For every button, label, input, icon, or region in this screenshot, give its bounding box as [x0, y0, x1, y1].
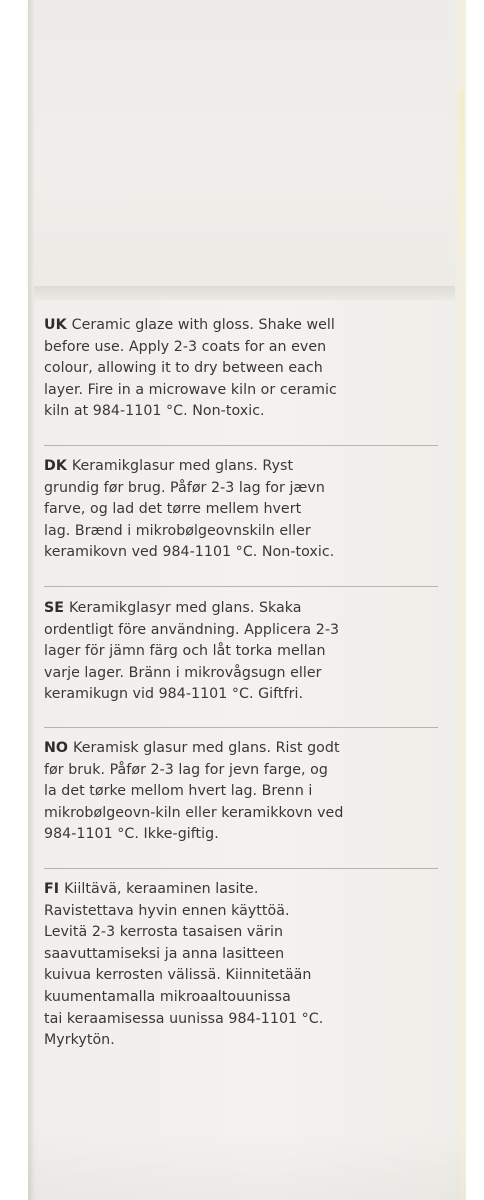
language-code-fi: FI: [44, 881, 60, 897]
section-no: [44, 738, 438, 846]
language-code-se: SE: [44, 600, 65, 616]
box-flap-fold: [28, 286, 466, 300]
box-top-flap: [28, 0, 466, 287]
instructions-panel: [44, 315, 438, 1075]
divider: [44, 868, 438, 869]
section-uk-text: Ceramic glaze with gloss. Shake well before use. Apply 2-3 coats for an even colour, allowing it to dry between each layer. Fire in a microwave kiln or ceramic kiln at 984-1101 °C. Non-toxic.: [44, 317, 337, 420]
section-dk-paragraph: [44, 456, 438, 564]
divider: [44, 727, 438, 728]
section-uk: [44, 315, 438, 423]
section-se-text: Keramikglasyr med glans. Skaka ordentligt före användning. Applicera 2-3 lager för jämn färg och låt torka mellan varje lager. Bränn i mikrovågsugn eller keramikugn vid 984-1101 °C. Giftfri.: [44, 600, 340, 703]
language-code-dk: DK: [44, 458, 67, 474]
box-edge-tint: [459, 90, 464, 290]
language-code-no: NO: [44, 740, 69, 756]
section-no-text: Keramisk glasur med glans. Rist godt før bruk. Påfør 2-3 lag for jevn farge, og la det tørke mellom hvert lag. Brenn i mikrobølgeovn-kiln eller keramikkovn ved 984-1101 °C. Ikke-giftig.: [44, 740, 344, 843]
box-left-edge: [28, 0, 34, 1200]
section-fi-text: Kiiltävä, keraaminen lasite. Ravistettava hyvin ennen käyttöä. Levitä 2-3 kerrosta tasaisen värin saavuttamiseksi ja anna lasitteen kuivua kerrosten välissä. Kiinnitetään kuumentamalla mikroaaltouunissa tai keraamisessa uunissa 984-1101 °C. Myrkytön.: [44, 881, 324, 1049]
section-dk-text: Keramikglasur med glans. Ryst grundig før brug. Påfør 2-3 lag for jævn farve, og lad det tørre mellem hvert lag. Brænd i mikrobølgeovnskiln eller keramikovn ved 984-1101 °C. Non-toxic.: [44, 458, 335, 561]
section-se-paragraph: [44, 598, 438, 706]
section-se: [44, 598, 438, 706]
section-no-paragraph: [44, 738, 438, 846]
box-bottom-shadow: [28, 1130, 466, 1200]
box-right-edge: [455, 0, 466, 1200]
section-dk: [44, 456, 438, 564]
section-uk-paragraph: [44, 315, 438, 423]
language-code-uk: UK: [44, 317, 67, 333]
section-fi: [44, 879, 438, 1052]
divider: [44, 445, 438, 446]
section-fi-paragraph: [44, 879, 438, 1052]
divider: [44, 586, 438, 587]
